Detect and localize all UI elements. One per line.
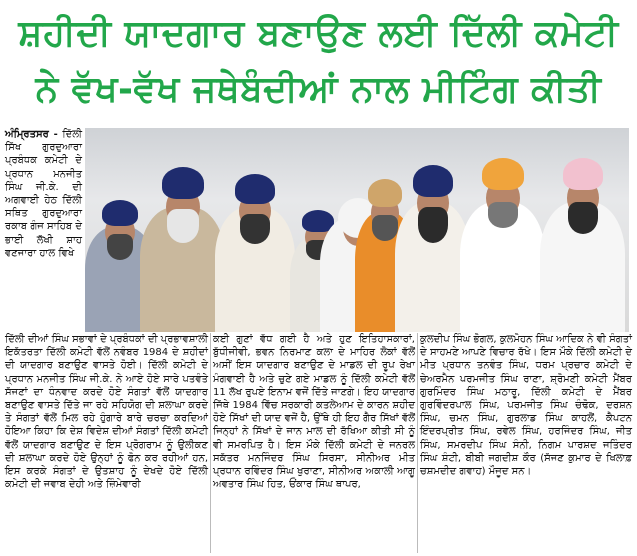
photo-person (460, 142, 545, 332)
column-divider (417, 333, 418, 553)
left-column (5, 128, 82, 260)
article-column-3: ਕੁਲਦੀਪ ਸਿੰਘ ਭੋਗਲ, ਕੁਲਮੋਹਨ ਸਿੰਘ ਆਦਿਕ ਨੇ ਵੀ ਸੰਗਤਾਂ ਦੇ ਸਾਹਮਣੇ ਆਪਣੇ ਵਿਚਾਰ ਰੱਖੇ। ਇਸ ਮੌਕੇ ਦਿੱਲੀ ਕਮੇਟੀ ਦੇ ਮੀਤ ਪ੍ਰਧਾਨ ਤਨਵੰਤ ਸਿੰਘ, ਧਰਮ ਪ੍ਰਚਾਰ ਕਮੇਟੀ ਦੇ ਚੇਅਰਮੈਨ ਪਰਮਜੀਤ ਸਿੰਘ ਰਾਣਾ, ਸ਼੍ਰੋਮਣੀ ਕਮੇਟੀ ਮੈਂਬਰ ਗੁਰਮਿੰਦਰ ਸਿੰਘ ਮਠਾਰੂ, ਦਿੱਲੀ ਕਮੇਟੀ ਦੇ ਮੈਂਬਰ ਗੁਰਵਿੰਦਰਪਾਲ ਸਿੰਘ, ਪਰਮਜੀਤ ਸਿੰਘ ਚੰਢੋਕ, ਦਰਸ਼ਨ ਸਿੰਘ, ਚਮਨ ਸਿੰਘ, ਗੁਰਲਾਡ ਸਿੰਘ ਕਾਹਲੋਂ, ਕੈਪਟਨ ਇੰਦਰਪ੍ਰੀਤ ਸਿੰਘ, ਰਵੇਲ ਸਿੰਘ, ਹਰਜਿੰਦਰ ਸਿੰਘ, ਜੀਤ ਸਿੰਘ, ਸਮਰਦੀਪ ਸਿੰਘ ਸੰਨੀ, ਨਿਗਮ ਪਾਰਸ਼ਦ ਜਤਿੰਦਰ ਸਿੰਘ ਸ਼ੰਟੀ, ਬੀਬੀ ਜਗਦੀਸ਼ ਕੌਰ (ਸੱਜਣ ਕੁਮਾਰ ਦੇ ਖਿਲਾਫ਼ ਚਸ਼ਮਦੀਦ ਗਵਾਹ) ਮੌਜੂਦ ਸਨ। (420, 334, 632, 478)
headline-line-2: ਨੇ ਵੱਖ-ਵੱਖ ਜਥੇਬੰਦੀਆਂ ਨਾਲ ਮੀਟਿੰਗ ਕੀਤੀ (35, 69, 602, 110)
photo-person (540, 142, 625, 332)
left-column-text: ਦਿੱਲੀ ਸਿੱਖ ਗੁਰਦੁਆਰਾ ਪ੍ਰਬੰਧਕ ਕਮੇਟੀ ਦੇ ਪ੍ਰਧਾਨ ਮਨਜੀਤ ਸਿੰਘ ਜੀ.ਕੇ. ਦੀ ਅਗਵਾਈ ਹੇਠ ਦਿੱਲੀ ਸਥਿਤ ਗੁਰਦੁਆਰਾ ਰਕਾਬ ਗੰਜ ਸਾਹਿਬ ਦੇ ਭਾਈ ਲੱਖੀ ਸ਼ਾਹ ਵਣਜਾਰਾ ਹਾਲ ਵਿਖੇ (5, 129, 82, 259)
dateline: ਅੰਮ੍ਰਿਤਸਰ - (5, 129, 58, 140)
column-divider (210, 333, 211, 553)
article-column-1: ਦਿੱਲੀ ਦੀਆਂ ਸਿੰਘ ਸਭਾਵਾਂ ਦੇ ਪ੍ਰਬੰਧਕਾਂ ਦੀ ਪ੍ਰਭਾਵਸ਼ਾਲੀ ਇਕੱਤਰਤਾ ਦਿੱਲੀ ਕਮੇਟੀ ਵੱਲੋਂ ਨਵੰਬਰ 1984 ਦੇ ਸ਼ਹੀਦਾਂ ਦੀ ਯਾਦਗਾਰ ਬਣਾਉਣ ਵਾਸਤੇ ਹੋਈ। ਦਿੱਲੀ ਕਮੇਟੀ ਦੇ ਪ੍ਰਧਾਨ ਮਨਜੀਤ ਸਿੰਘ ਜੀ.ਕੇ. ਨੇ ਆਏ ਹੋਏ ਸਾਰੇ ਪਤਵੰਤੇ ਸੱਜਣਾਂ ਦਾ ਧੰਨਵਾਦ ਕਰਦੇ ਹੋਏ ਸੰਗਤਾਂ ਵੱਲੋਂ ਯਾਦਗਾਰ ਬਣਾਉਣ ਵਾਸਤੇ ਦਿੱਤੇ ਜਾ ਰਹੇ ਸਹਿਯੋਗ ਦੀ ਸ਼ਲਾਘਾ ਕਰਦੇ ਤੇ ਸੰਗਤਾਂ ਵੱਲੋਂ ਮਿਲ ਰਹੇ ਹੁੰਗਾਰੇ ਬਾਰੇ ਚਰਚਾ ਕਰਦਿਆਂ ਹੋਇਆ ਕਿਹਾ ਕਿ ਦੇਸ਼ ਵਿਦੇਸ਼ ਦੀਆਂ ਸੰਗਤਾਂ ਦਿੱਲੀ ਕਮੇਟੀ ਵੱਲੋਂ ਯਾਦਗਾਰ ਬਣਾਉਣ ਦੇ ਇਸ ਪ੍ਰੋਗਰਾਮ ਨੂੰ ਉਲੀਕਣ ਦੀ ਸ਼ਲਾਘਾ ਕਰਦੇ ਹੋਏ ਉਨ੍ਹਾਂ ਨੂੰ ਫੋਨ ਕਰ ਰਹੀਆਂ ਹਨ, ਇਸ ਕਰਕੇ ਸੰਗਤਾਂ ਦੇ ਉਤਸ਼ਾਹ ਨੂੰ ਦੇਖਦੇ ਹੋਏ ਦਿੱਲੀ ਕਮੇਟੀ ਦੀ ਜਵਾਬ ਦੇਹੀ ਅਤੇ ਜ਼ਿੰਮੇਵਾਰੀ (5, 334, 208, 491)
headline-line-1: ਸ਼ਹੀਦੀ ਯਾਦਗਾਰ ਬਣਾਉਣ ਲਈ ਦਿੱਲੀ ਕਮੇਟੀ (18, 13, 619, 54)
news-photo (85, 128, 629, 332)
photo-person (140, 147, 225, 332)
article-column-2: ਕਈ ਗੁਣਾਂ ਵੱਧ ਗਈ ਹੈ ਅਤੇ ਹੁਣ ਇਤਿਹਾਸਕਾਰਾਂ, ਬੁੱਧੀਜੀਵੀ, ਭਵਨ ਨਿਰਮਾਣ ਕਲਾ ਦੇ ਮਾਹਿਰ ਲੋਕਾਂ ਵੱਲੋਂ ਅਸੀਂ ਇਸ ਯਾਦਗਾਰ ਬਣਾਉਣ ਦੇ ਮਾਡਲ ਦੀ ਰੂਪ ਰੇਖਾ ਮੰਗਵਾਈ ਹੈ ਅਤੇ ਚੁਣੇ ਗਏ ਮਾਡਲ ਨੂੰ ਦਿੱਲੀ ਕਮੇਟੀ ਵੱਲੋਂ 11 ਲੱਖ ਰੁਪਏ ਇਨਾਮ ਵਜੋਂ ਦਿੱਤੇ ਜਾਣਗੇ। ਇਹ ਯਾਦਗਾਰ ਜਿੱਥੇ 1984 ਵਿੱਚ ਸਰਕਾਰੀ ਕਤਲੇਆਮ ਦੇ ਕਾਰਨ ਸ਼ਹੀਦ ਹੋਏ ਸਿੱਖਾਂ ਦੀ ਯਾਦ ਵਜੋਂ ਹੈ, ਉੱਥੇ ਹੀ ਇਹ ਗੈਰ ਸਿੱਖਾਂ ਵੱਲੋਂ ਜਿਨ੍ਹਾਂ ਨੇ ਸਿੱਖਾਂ ਦੇ ਜਾਨ ਮਾਲ ਦੀ ਰੱਖਿਆ ਕੀਤੀ ਸੀ ਨੂੰ ਵੀ ਸਮਰਪਿਤ ਹੈ। ਇਸ ਮੌਕੇ ਦਿੱਲੀ ਕਮੇਟੀ ਦੇ ਜਨਰਲ ਸਕੱਤਰ ਮਨਜਿੰਦਰ ਸਿੰਘ ਸਿਰਸਾ, ਸੀਨੀਅਰ ਮੀਤ ਪ੍ਰਧਾਨ ਰਵਿੰਦਰ ਸਿੰਘ ਖੁਰਾਣਾ, ਸੀਨੀਅਰ ਅਕਾਲੀ ਆਗੂ ਅਵਤਾਰ ਸਿੰਘ ਹਿਤ, ਓਂਕਾਰ ਸਿੰਘ ਥਾਪਰ, (213, 334, 415, 491)
photo-person (215, 152, 295, 332)
photo-person (395, 147, 470, 332)
headline (0, 0, 637, 122)
